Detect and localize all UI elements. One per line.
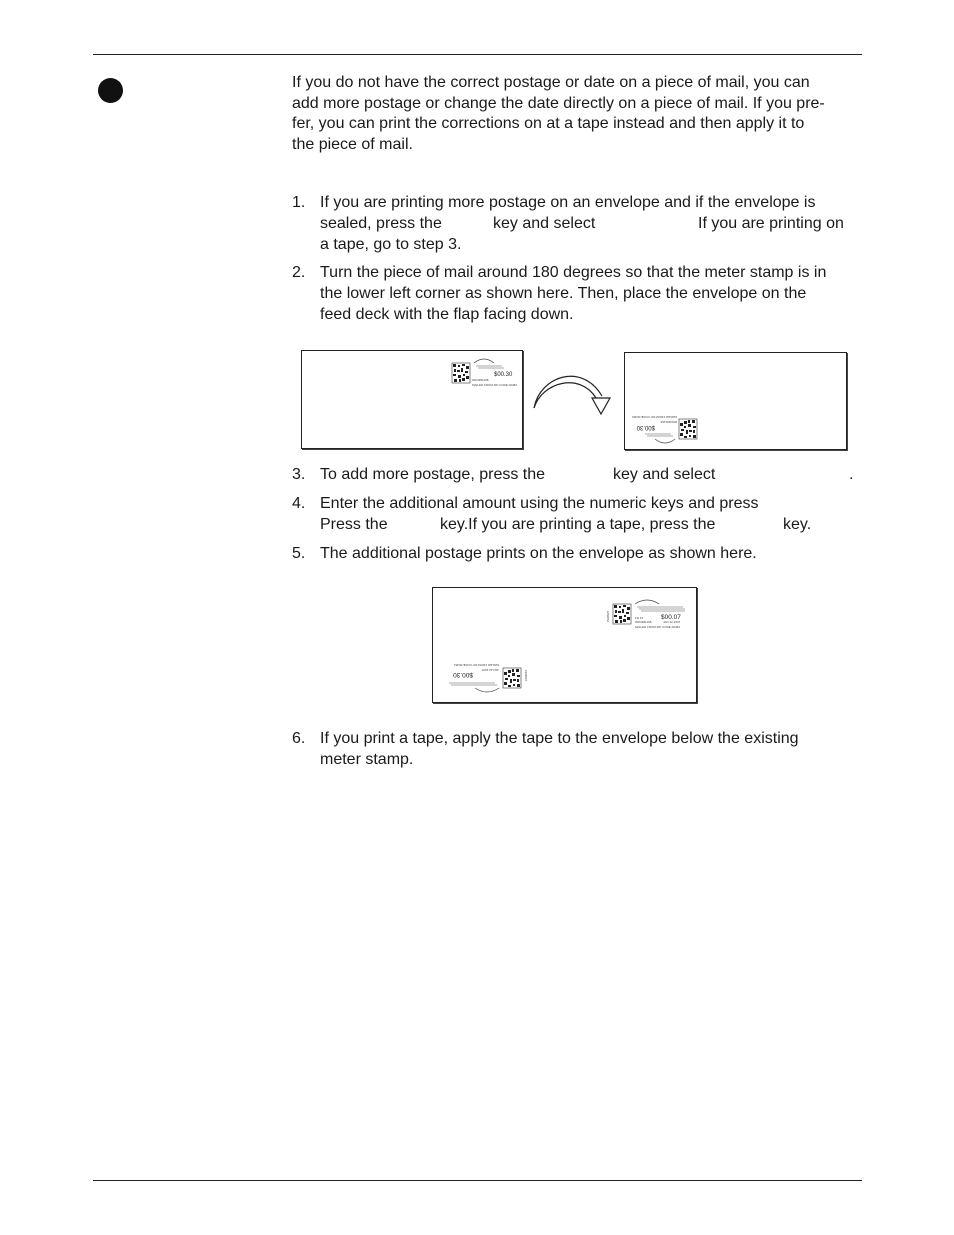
step-line: The additional postage prints on the envelope as shown here. xyxy=(320,545,757,562)
step-line: a tape, go to step 3. xyxy=(320,235,462,253)
stamp-meter-no: 0004381168 xyxy=(472,378,489,382)
meter-stamp-icon xyxy=(442,357,520,391)
meter-stamp-added-icon xyxy=(605,598,691,632)
step-line: Enter the additional amount using the numeric keys and press xyxy=(320,495,759,512)
svg-text:PERMIT: PERMIT xyxy=(606,610,610,622)
top-rule xyxy=(93,54,862,55)
stamp-zip: MAILED FROM ZIP CODE 06484 xyxy=(632,415,677,419)
step-line xyxy=(320,515,862,536)
intro-line: add more postage or change the date directly on a piece of mail. If you pre- xyxy=(292,94,825,112)
intro-line: fer, you can print the corrections on at a tape instead and then apply it to xyxy=(292,115,805,132)
step-line: If you are printing more postage on an envelope and if the envelope is xyxy=(320,194,816,211)
intro-line: If you do not have the correct postage or date on a piece of mail, you can xyxy=(292,74,810,91)
step-line: feed deck with the flap facing down. xyxy=(320,305,574,323)
step-3 xyxy=(292,465,862,486)
step-1 xyxy=(292,193,862,255)
bottom-rule xyxy=(93,1180,862,1181)
stamp-date: JAN 22 2007 xyxy=(481,668,499,672)
step-text: Press the xyxy=(320,515,388,533)
step-number: 4. xyxy=(292,495,306,512)
step-number: 1. xyxy=(292,194,306,211)
step-2 xyxy=(292,263,862,325)
step-number: 6. xyxy=(292,730,306,747)
step-text: . xyxy=(849,466,854,483)
envelope-rotated xyxy=(624,352,847,450)
stamp-amount: $00.30 xyxy=(636,424,655,430)
stamp-amount: $00.30 xyxy=(453,671,473,678)
step-text: key and select xyxy=(613,466,716,483)
stamp-date: JAN 22 2007 xyxy=(663,620,681,624)
envelope-original xyxy=(301,350,523,449)
step-number: 5. xyxy=(292,545,306,562)
step-text: key. xyxy=(783,515,812,533)
rotate-arrow-icon xyxy=(530,368,616,420)
stamp-meter-no: 0004381168 xyxy=(660,420,677,424)
stamp-zip: MAILED FROM ZIP CODE 06484 xyxy=(635,625,680,629)
stamp-amount: $00.07 xyxy=(661,614,681,621)
meter-stamp-original-rotated-icon xyxy=(443,660,529,694)
step-text: key.If you are printing a tape, press the xyxy=(440,515,716,533)
stamp-class: FR 15 xyxy=(635,616,644,620)
step-5 xyxy=(292,544,862,565)
stamp-amount: $00.30 xyxy=(494,372,513,378)
step-text: To add more postage, press the xyxy=(320,466,546,483)
step-number: 3. xyxy=(292,466,306,483)
svg-text:PERMIT: PERMIT xyxy=(524,670,528,682)
intro-paragraph xyxy=(292,73,862,155)
stamp-zip: MAILED FROM ZIP CODE 06484 xyxy=(472,383,517,387)
step-number: 2. xyxy=(292,264,306,281)
step-line: the lower left corner as shown here. Then, place the envelope on the xyxy=(320,284,807,302)
step-text: sealed, press the xyxy=(320,214,442,232)
step-4 xyxy=(292,494,862,536)
step-line xyxy=(320,214,862,235)
step-line: meter stamp. xyxy=(320,750,414,768)
envelope-additional-postage xyxy=(432,587,697,703)
step-line: If you print a tape, apply the tape to the envelope below the existing xyxy=(320,730,799,747)
intro-line: the piece of mail. xyxy=(292,135,413,153)
step-line: Turn the piece of mail around 180 degrees so that the meter stamp is in xyxy=(320,264,827,281)
step-6 xyxy=(292,729,862,771)
meter-stamp-rotated-icon xyxy=(629,411,707,445)
stamp-zip: MAILED FROM ZIP CODE 06484 xyxy=(454,663,499,667)
bullet-icon xyxy=(98,78,123,103)
step-text: If you are printing on xyxy=(698,214,844,232)
stamp-meter-no: 0004381168 xyxy=(635,620,652,624)
step-text: key and select xyxy=(493,214,596,232)
